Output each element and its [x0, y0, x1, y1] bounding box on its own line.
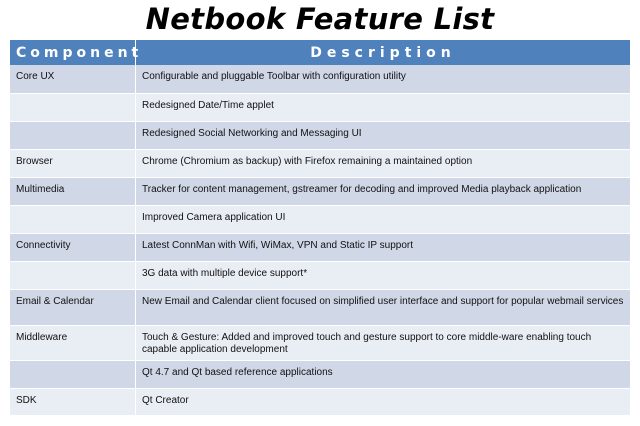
- table-row: [10, 289, 631, 325]
- description-cell: Touch & Gesture: Added and improved touch and gesture support to core middle-ware enabling touch capable application development: [136, 325, 631, 360]
- table-row: [10, 149, 631, 177]
- component-cell: [10, 261, 136, 289]
- table-row: [10, 205, 631, 233]
- column-header-description: Description: [136, 40, 631, 65]
- table-row: [10, 121, 631, 149]
- component-cell: SDK: [10, 388, 136, 415]
- table-header-row: [10, 40, 631, 65]
- description-cell: Latest ConnMan with Wifi, WiMax, VPN and Static IP support: [136, 233, 631, 261]
- table-row: [10, 325, 631, 360]
- description-cell: Improved Camera application UI: [136, 205, 631, 233]
- description-cell: Tracker for content management, gstreamer for decoding and improved Media playback application: [136, 177, 631, 205]
- component-cell: [10, 205, 136, 233]
- page-title: Netbook Feature List: [145, 2, 495, 36]
- component-cell: Core UX: [10, 65, 136, 93]
- feature-table: [10, 40, 631, 416]
- component-cell: Browser: [10, 149, 136, 177]
- component-cell: [10, 121, 136, 149]
- table-row: [10, 93, 631, 121]
- description-cell: Redesigned Date/Time applet: [136, 93, 631, 121]
- component-cell: Middleware: [10, 325, 136, 360]
- description-cell: 3G data with multiple device support*: [136, 261, 631, 289]
- description-cell: Configurable and pluggable Toolbar with configuration utility: [136, 65, 631, 93]
- component-cell: Email & Calendar: [10, 289, 136, 325]
- component-cell: Connectivity: [10, 233, 136, 261]
- table-row: [10, 65, 631, 93]
- table-row: [10, 233, 631, 261]
- table-row: [10, 177, 631, 205]
- table-row: [10, 360, 631, 388]
- column-header-component: Component: [10, 40, 136, 65]
- description-cell: Qt Creator: [136, 388, 631, 415]
- table-row: [10, 388, 631, 415]
- table-row: [10, 261, 631, 289]
- component-cell: [10, 93, 136, 121]
- component-cell: [10, 360, 136, 388]
- description-cell: Qt 4.7 and Qt based reference applications: [136, 360, 631, 388]
- description-cell: New Email and Calendar client focused on simplified user interface and support for popular webmail services: [136, 289, 631, 325]
- component-cell: Multimedia: [10, 177, 136, 205]
- description-cell: Chrome (Chromium as backup) with Firefox remaining a maintained option: [136, 149, 631, 177]
- description-cell: Redesigned Social Networking and Messaging UI: [136, 121, 631, 149]
